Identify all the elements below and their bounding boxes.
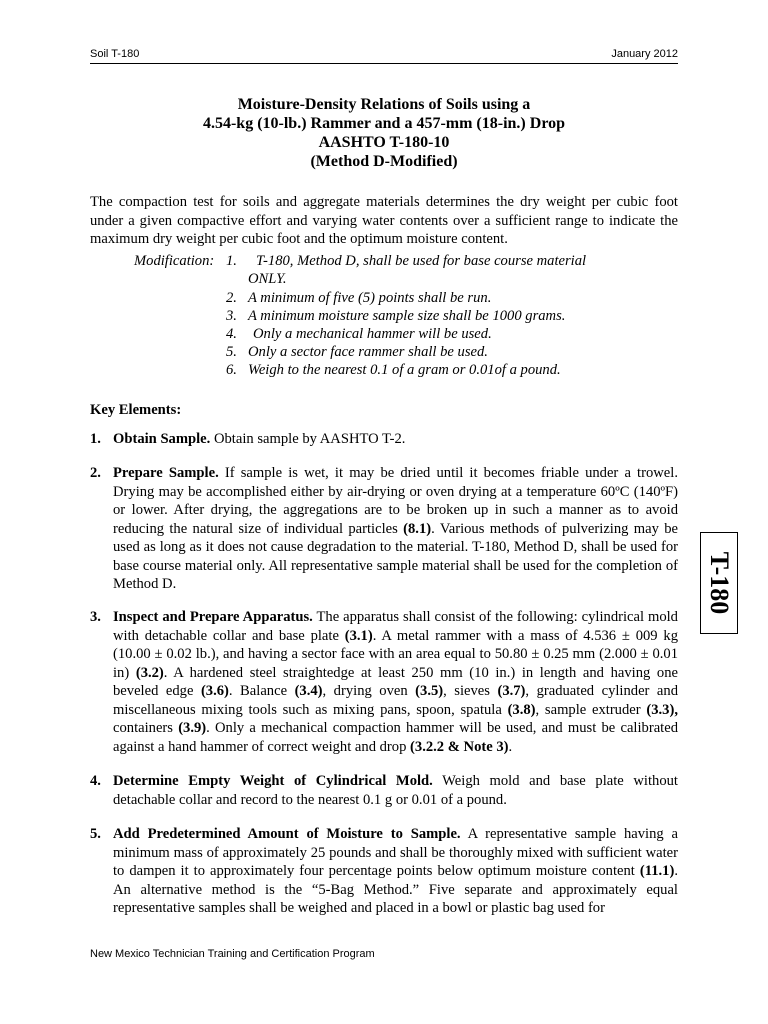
- text-run: . Only a mechanical compaction hammer will be used, and must be calibrated against a hand hammer of correct weight and drop: [113, 720, 678, 755]
- bold-text: (3.9): [178, 720, 207, 736]
- page-footer: New Mexico Technician Training and Certification Program: [90, 948, 375, 960]
- page-header: [90, 48, 678, 62]
- item-number: 3.: [90, 609, 101, 625]
- header-left: Soil T-180: [90, 48, 140, 60]
- mod-text: T-180, Method D, shall be used for base course material: [256, 253, 587, 269]
- text-run: If sample is wet, it may be dried until it becomes friable under a trowel. Drying may be accomplished either by air-drying or oven drying at a temperature 60ºC (140ºF) or lower. After drying, the aggregations are to be broken up in such a manner as to avoid reducing the natural size of individual particles: [113, 465, 678, 537]
- modification-label: Modification:: [134, 253, 215, 269]
- mod-text: A minimum of five (5) points shall be run.: [248, 290, 492, 306]
- bold-text: Inspect and Prepare Apparatus.: [113, 609, 313, 625]
- section-tab-label: T-180: [705, 551, 734, 615]
- item-number: 2.: [90, 465, 101, 481]
- intro-paragraph: The compaction test for soils and aggregate materials determines the dry weight per cubic foot under a given compactive effort and varying water contents over a sufficient range to indicate the maximum dry weight per cubic foot and the optimum moisture content.: [90, 194, 678, 247]
- document-title: [90, 95, 678, 171]
- bold-text: Add Predetermined Amount of Moisture to Sample.: [113, 826, 461, 842]
- bold-text: (11.1): [639, 863, 675, 879]
- bold-text: Obtain Sample.: [113, 431, 211, 447]
- bold-text: (8.1): [403, 520, 432, 537]
- bold-text: (3.1): [344, 627, 373, 644]
- title-line-3: AASHTO T-180-10: [318, 134, 450, 151]
- title-line-1: Moisture-Density Relations of Soils using a: [237, 96, 531, 113]
- item-number: 5.: [90, 826, 101, 842]
- mod-num: 6.: [226, 362, 237, 378]
- bold-text: (3.2): [135, 664, 164, 681]
- text-run: . Various methods of pulverizing may be used as long as it does not cause degradation to the material. T-180, Method D, shall be used for base course material only. All representative sample material shall be used for the completion of Method D.: [113, 520, 678, 592]
- mod-text: Weigh to the nearest 0.1 of a gram or 0.01of a pound.: [248, 362, 561, 378]
- bold-text: (3.5): [415, 683, 444, 699]
- bold-text: (3.3),: [646, 701, 678, 718]
- text-run: , drying oven: [322, 683, 416, 699]
- bold-text: (3.6): [200, 683, 229, 699]
- item-text: [113, 825, 678, 918]
- text-run: Obtain sample by AASHTO T-2.: [210, 431, 406, 447]
- mod-num: 2.: [226, 290, 237, 306]
- item-text: [113, 772, 678, 809]
- mod-text: Only a sector face rammer shall be used.: [248, 344, 488, 360]
- text-run: , sample extruder: [535, 701, 647, 718]
- text-run: Weigh mold and base plate without detachable collar and record to the nearest 0.1 g or 0.01 of a pound.: [113, 773, 678, 808]
- mod-num: 4.: [226, 326, 237, 342]
- text-run: . Balance: [228, 683, 295, 699]
- text-run: , graduated cylinder and miscellaneous mixing tools such as mixing pans, spoon, spatula: [113, 683, 678, 718]
- item-text: [113, 430, 678, 449]
- mod-text: A minimum moisture sample size shall be 1000 grams.: [248, 308, 566, 324]
- mod-num: 3.: [226, 308, 237, 324]
- text-run: . A metal rammer with a mass of 4.536 ± 009 kg (10.00 ± 0.02 lb.), and having a sector face with an area equal to 50.80 ± 0.25 mm (2.000 ± 0.01 in): [113, 627, 678, 681]
- bold-text: (3.8): [507, 701, 536, 718]
- item-text: [113, 464, 678, 594]
- text-run: . An alternative method is the “5-Bag Method.” Five separate and approximately equal representative samples shall be weighed and placed in a bowl or plastic bag used for: [113, 863, 678, 916]
- text-run: The apparatus shall consist of the following: cylindrical mold with detachable collar and base plate: [113, 609, 678, 644]
- title-line-4: (Method D-Modified): [310, 153, 458, 170]
- bold-text: Prepare Sample.: [113, 465, 219, 481]
- mod-num: 1.: [226, 253, 237, 269]
- item-number: 1.: [90, 431, 101, 447]
- title-line-2: 4.54-kg (10-lb.) Rammer and a 457-mm (18-in.) Drop: [202, 115, 566, 132]
- text-run: containers: [113, 720, 179, 736]
- mod-num: 5.: [226, 344, 237, 360]
- item-text: [113, 608, 678, 756]
- header-rule: [90, 63, 678, 64]
- mod-text-cont: ONLY.: [248, 271, 287, 287]
- mod-text: Only a mechanical hammer will be used.: [253, 326, 492, 342]
- text-run: , sieves: [443, 683, 498, 699]
- bold-text: (3.4): [294, 683, 323, 699]
- text-run: A representative sample having a minimum mass of approximately 25 pounds and shall be thoroughly mixed with sufficient water to dampen it to approximately four percentage points below optimum moisture content: [113, 826, 678, 879]
- item-number: 4.: [90, 773, 101, 789]
- bold-text: Determine Empty Weight of Cylindrical Mold.: [113, 773, 433, 789]
- section-tab: [700, 532, 738, 634]
- bold-text: (3.2.2 & Note 3): [410, 738, 509, 755]
- text-run: .: [508, 738, 513, 755]
- header-right: January 2012: [611, 48, 678, 60]
- bold-text: (3.7): [497, 683, 526, 699]
- key-elements-heading: Key Elements:: [90, 402, 182, 418]
- text-run: . A hardened steel straightedge at least 250 mm (10 in.) in length and having one beveled edge: [113, 664, 678, 699]
